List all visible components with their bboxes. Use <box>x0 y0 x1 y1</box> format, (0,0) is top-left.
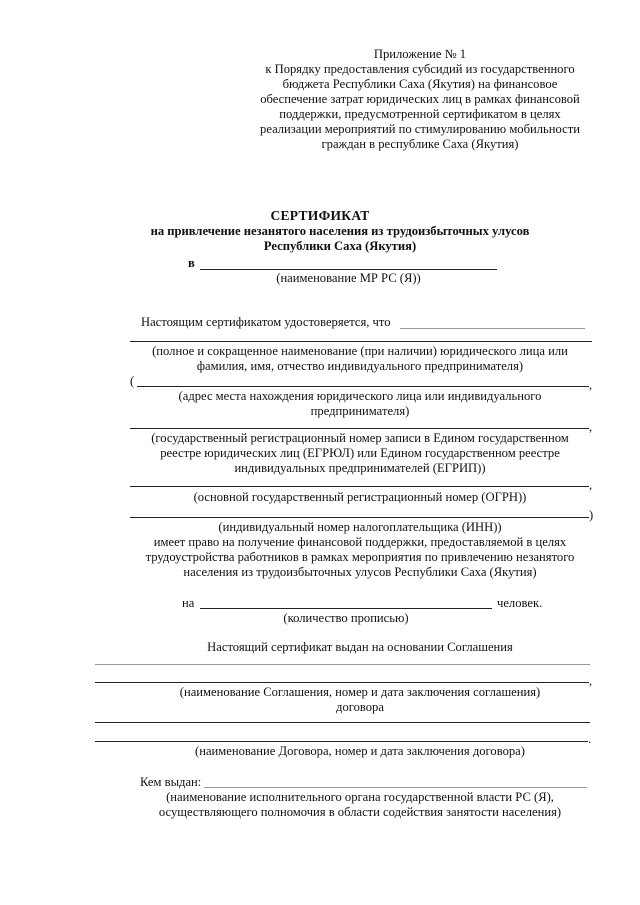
issued-by-label: Кем выдан: <box>140 775 202 789</box>
appendix-line: бюджета Республики Саха (Якутия) на финансовое <box>282 77 558 91</box>
issuer-caption: (наименование исполнительного органа государственной власти РС (Я), <box>166 790 554 804</box>
ogrn-field[interactable] <box>130 486 589 487</box>
agreement-caption: (наименование Соглашения, номер и дата заключения соглашения) <box>179 685 541 699</box>
certify-text: Настоящим сертификатом удостоверяется, что <box>141 315 391 329</box>
comma: , <box>589 478 593 492</box>
comma: , <box>589 674 593 688</box>
right-text: населения из трудоизбыточных улусов Республики Саха (Якутия) <box>183 565 537 579</box>
issuer-field[interactable] <box>204 787 587 788</box>
in-label: в <box>188 256 195 270</box>
comma: , <box>589 378 593 392</box>
recipient-name-field[interactable] <box>130 341 592 342</box>
issued-basis-text: Настоящий сертификат выдан на основании Соглашения <box>207 640 513 654</box>
contract-field[interactable] <box>95 722 590 723</box>
recipient-field[interactable] <box>400 328 585 329</box>
registration-caption: индивидуальных предпринимателей (ЕГРИП)) <box>234 461 486 475</box>
na-label: на <box>182 596 195 610</box>
appendix-line: реализации мероприятий по стимулированию мобильности <box>260 122 580 136</box>
ogrn-caption: (основной государственный регистрационный номер (ОГРН)) <box>193 490 527 504</box>
mr-caption: (наименование МР РС (Я)) <box>276 271 421 285</box>
org-caption: фамилия, имя, отчество индивидуального предпринимателя) <box>196 359 524 373</box>
registration-caption: реестре юридических лиц (ЕГРЮЛ) или Едином государственном реестре <box>160 446 560 460</box>
address-field[interactable] <box>137 386 589 387</box>
contract-word: договора <box>336 700 384 714</box>
agreement-field[interactable] <box>95 664 590 665</box>
agreement-field[interactable] <box>95 682 589 683</box>
issuer-caption: осуществляющего полномочия в области содействия занятости населения) <box>158 805 562 819</box>
mr-name-field[interactable] <box>200 269 497 270</box>
appendix-line: к Порядку предоставления субсидий из государственного <box>265 62 575 76</box>
registration-caption: (государственный регистрационный номер записи в Едином государственном <box>151 431 569 445</box>
address-caption: (адрес места нахождения юридического лица или индивидуального <box>178 389 542 403</box>
registration-number-field[interactable] <box>130 428 589 429</box>
quantity-caption: (количество прописью) <box>283 611 409 625</box>
inn-caption: (индивидуальный номер налогоплательщика (ИНН)) <box>218 520 502 534</box>
close-paren: ) <box>589 508 594 522</box>
appendix-header <box>240 47 600 152</box>
period: . <box>588 732 592 746</box>
people-label: человек. <box>497 596 543 610</box>
right-text: имеет право на получение финансовой поддержки, предоставляемой в целях <box>153 535 567 549</box>
certificate-subtitle: на привлечение незанятого населения из трудоизбыточных улусов <box>150 224 530 238</box>
org-caption: (полное и сокращенное наименование (при наличии) юридического лица или <box>152 344 568 358</box>
appendix-line: поддержки, предусмотренной сертификатом в целях <box>279 107 561 121</box>
contract-field[interactable] <box>95 741 588 742</box>
appendix-line: граждан в республике Саха (Якутия) <box>321 137 519 151</box>
certificate-heading: СЕРТИФИКАТ <box>270 208 370 223</box>
inn-field[interactable] <box>130 517 589 518</box>
comma: , <box>589 420 593 434</box>
certificate-subtitle: Республики Саха (Якутия) <box>263 239 417 253</box>
quantity-field[interactable] <box>200 608 492 609</box>
right-text: трудоустройства работников в рамках мероприятия по привлечению незанятого <box>145 550 575 564</box>
appendix-line: обеспечение затрат юридических лиц в рамках финансовой <box>260 92 580 106</box>
open-paren: ( <box>130 374 135 388</box>
contract-caption: (наименование Договора, номер и дата заключения договора) <box>195 744 525 758</box>
appendix-number: Приложение № 1 <box>373 47 467 61</box>
address-caption: предпринимателя) <box>310 404 410 418</box>
